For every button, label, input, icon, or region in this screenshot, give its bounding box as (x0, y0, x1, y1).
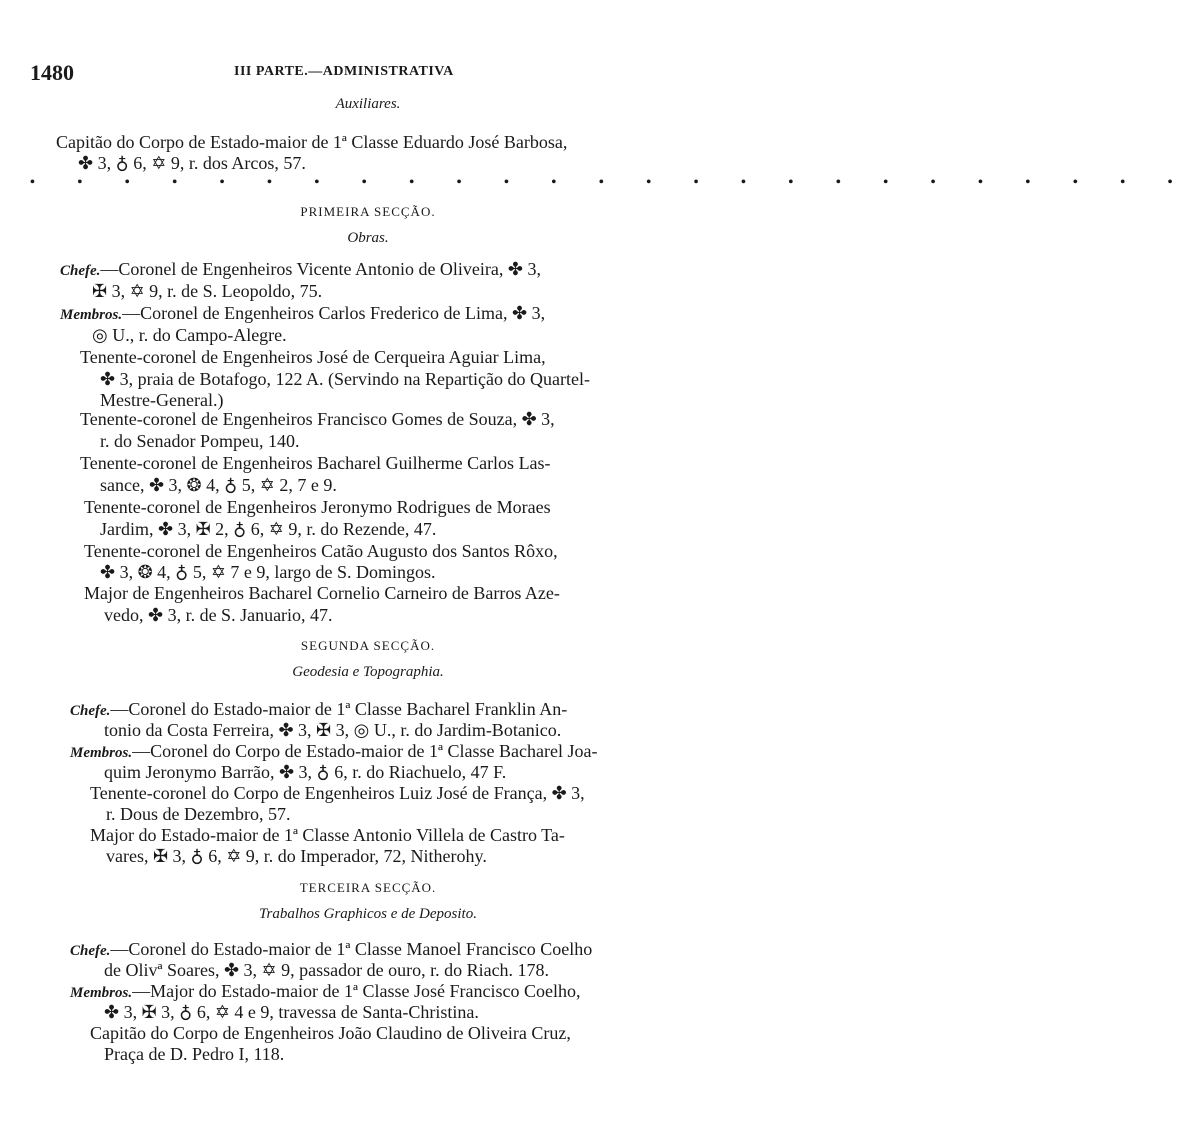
running-head: III PARTE.—ADMINISTRATIVA (234, 64, 454, 79)
entry-text: —Coronel do Corpo de Estado-maior de 1ª Classe Bacharel Joa- (132, 741, 598, 761)
entry-text: —Coronel do Estado-maior de 1ª Classe Bacharel Franklin An- (110, 699, 568, 719)
chefe-label: Chefe. (60, 263, 101, 279)
section-subheading: Trabalhos Graphicos e de Deposito. (259, 906, 477, 922)
page-header (30, 60, 710, 88)
entry-line: Tenente-coronel de Engenheiros Catão Augusto dos Santos Rôxo, (84, 541, 558, 561)
entry-line: sance, ✤ 3, ❂ 4, ♁ 5, ✡ 2, 7 e 9. (100, 475, 337, 495)
entry-line: tonio da Costa Ferreira, ✤ 3, ✠ 3, ◎ U., r. do Jardim-Botanico. (104, 720, 562, 740)
entry-line: ◎ U., r. do Campo-Alegre. (92, 325, 287, 345)
entry-line: Major do Estado-maior de 1ª Classe Antonio Villela de Castro Ta- (90, 825, 565, 845)
entry-text: —Major do Estado-maior de 1ª Classe José Francisco Coelho, (132, 981, 581, 1001)
entry-line: Tenente-coronel de Engenheiros José de Cerqueira Aguiar Lima, (80, 347, 546, 367)
section-subheading: Geodesia e Topographia. (292, 664, 444, 680)
section-heading: SEGUNDA SECÇÃO. (300, 638, 436, 653)
entry-line: Tenente-coronel de Engenheiros Bacharel Guilherme Carlos Las- (80, 453, 551, 473)
membros-label: Membros. (70, 985, 133, 1001)
entry-line: Mestre-General.) (100, 390, 224, 410)
entry-line: ✤ 3, ✠ 3, ♁ 6, ✡ 4 e 9, travessa de Santa-Christina. (104, 1002, 479, 1022)
section-heading: TERCEIRA SECÇÃO. (299, 880, 437, 895)
entry-line: de Olivª Soares, ✤ 3, ✡ 9, passador de ouro, r. do Riach. 178. (104, 960, 550, 980)
membros-label: Membros. (70, 745, 133, 761)
entry-line: Tenente-coronel do Corpo de Engenheiros Luiz José de França, ✤ 3, (90, 783, 585, 803)
entry-line: Jardim, ✤ 3, ✠ 2, ♁ 6, ✡ 9, r. do Rezende, 47. (100, 519, 437, 539)
entry-text: —Coronel do Estado-maior de 1ª Classe Manoel Francisco Coelho (110, 939, 593, 959)
entry-line: Major de Engenheiros Bacharel Cornelio Carneiro de Barros Aze- (84, 583, 560, 603)
membros-entry (60, 302, 545, 326)
page-number: 1480 (30, 60, 74, 85)
entry-line: Tenente-coronel de Engenheiros Jeronymo Rodrigues de Moraes (84, 497, 551, 517)
membros-label: Membros. (60, 307, 123, 323)
entry-line: ✤ 3, praia de Botafogo, 122 A. (Servindo na Repartição do Quartel- (100, 369, 590, 389)
entry-line: r. do Senador Pompeu, 140. (100, 431, 300, 451)
auxiliares-line: Capitão do Corpo de Estado-maior de 1ª Classe Eduardo José Barbosa, (56, 132, 568, 152)
entry-line: ✤ 3, ❂ 4, ♁ 5, ✡ 7 e 9, largo de S. Domingos. (100, 562, 436, 582)
entry-line: Praça de D. Pedro I, 118. (104, 1044, 285, 1064)
section-heading: PRIMEIRA SECÇÃO. (300, 204, 436, 219)
entry-text: —Coronel de Engenheiros Carlos Frederico de Lima, ✤ 3, (122, 303, 546, 323)
entry-line: quim Jeronymo Barrão, ✤ 3, ♁ 6, r. do Riachuelo, 47 F. (104, 762, 507, 782)
separator-dots: • • • • • • • • • • • • • • • • • • • • • • • • • (30, 175, 1192, 190)
auxiliares-line: ✤ 3, ♁ 6, ✡ 9, r. dos Arcos, 57. (78, 153, 306, 173)
section-subheading: Obras. (347, 230, 389, 246)
entry-line: vares, ✠ 3, ♁ 6, ✡ 9, r. do Imperador, 72, Nitherohy. (106, 846, 487, 866)
entry-line: Tenente-coronel de Engenheiros Francisco Gomes de Souza, ✤ 3, (80, 409, 555, 429)
entry-line: vedo, ✤ 3, r. de S. Januario, 47. (104, 605, 333, 625)
entry-text: —Coronel de Engenheiros Vicente Antonio de Oliveira, ✤ 3, (100, 259, 541, 279)
entry-line: ✠ 3, ✡ 9, r. de S. Leopoldo, 75. (92, 281, 323, 301)
entry-line: r. Dous de Dezembro, 57. (106, 804, 291, 824)
auxiliares-title: Auxiliares. (335, 96, 401, 112)
entry-line: Capitão do Corpo de Engenheiros João Claudino de Oliveira Cruz, (90, 1023, 571, 1043)
chefe-label: Chefe. (70, 703, 111, 719)
chefe-entry (60, 258, 541, 282)
chefe-label: Chefe. (70, 943, 111, 959)
